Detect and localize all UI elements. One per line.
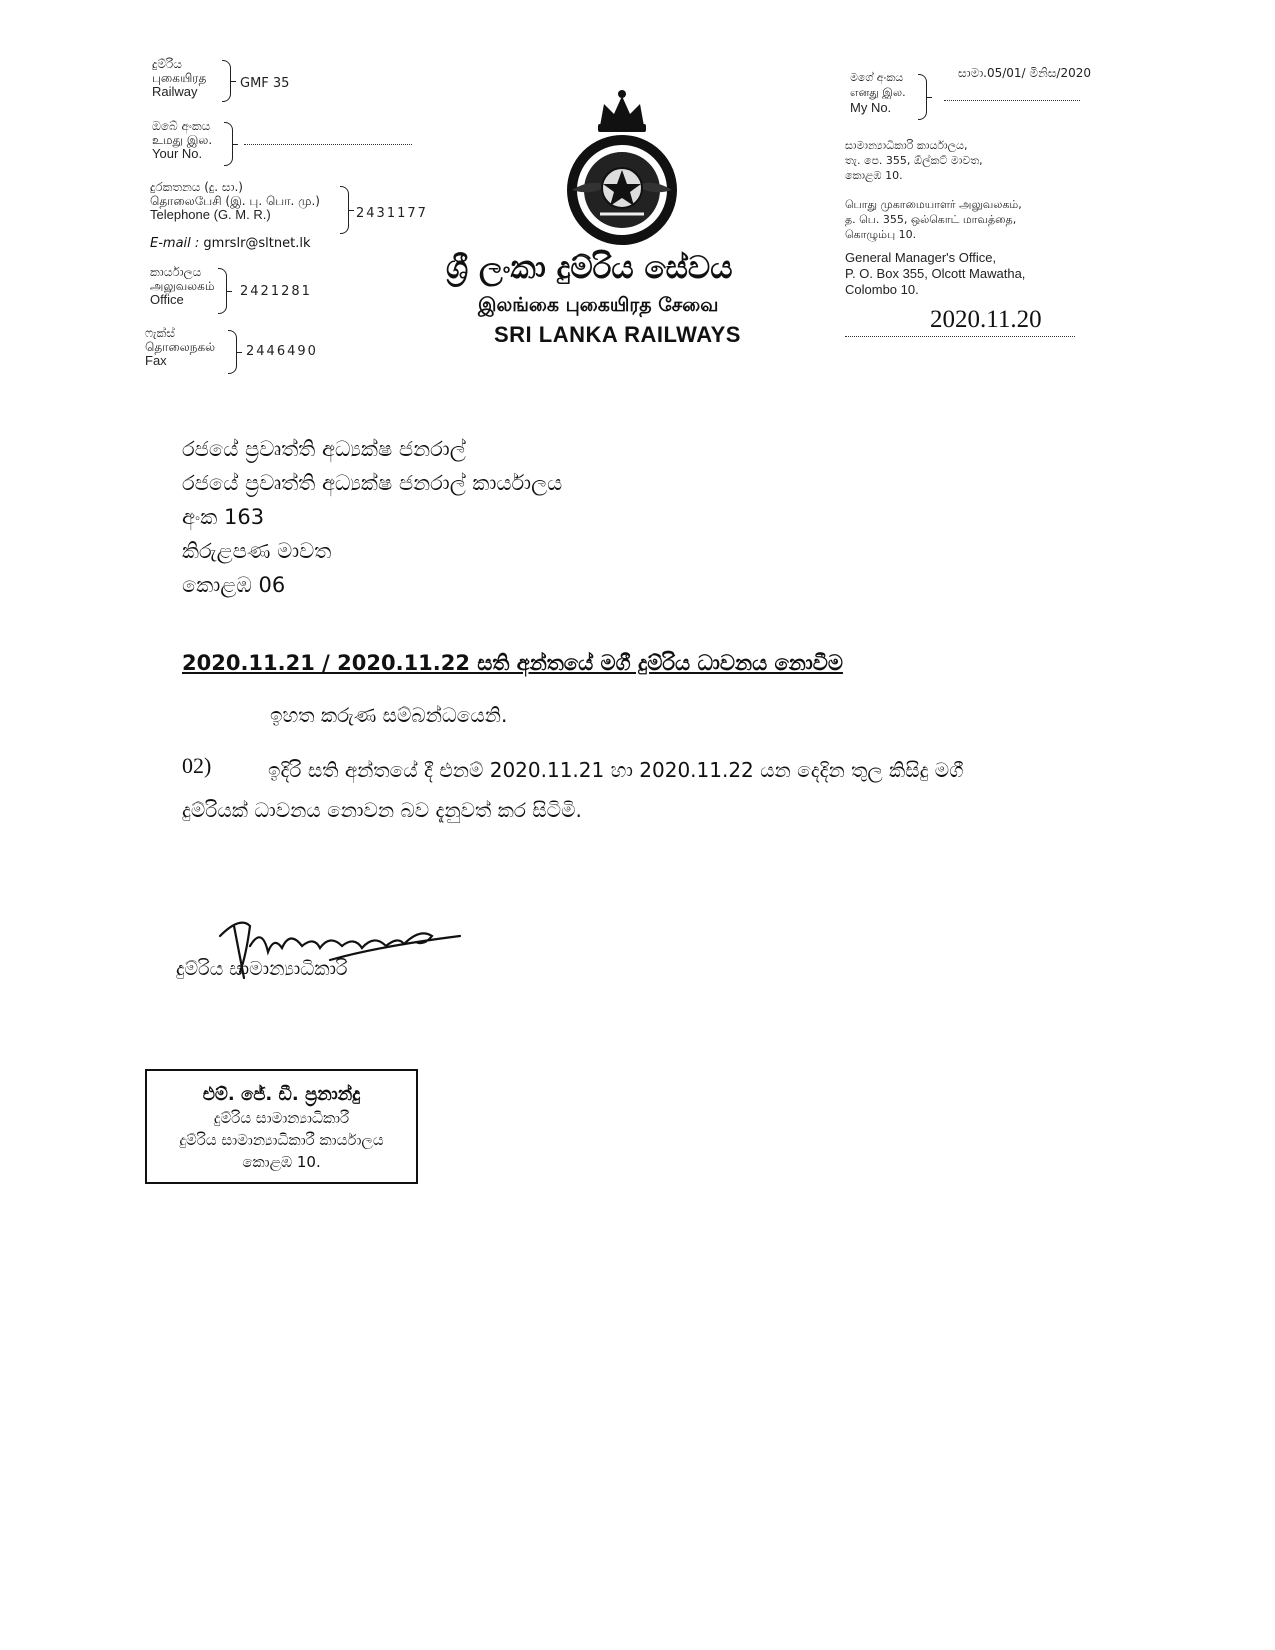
- your-no-label-si: ඔබේ අංකය: [152, 119, 211, 133]
- your-no-label-ta: உமது இல.: [152, 133, 213, 147]
- fax-label-group: [145, 326, 215, 368]
- fax-value: 2446490: [246, 344, 318, 359]
- railway-label-ta: புகையிரத: [152, 71, 207, 85]
- letter-subject: 2020.11.21 / 2020.11.22 සති අන්තයේ මගී දුම්රිය ධාවනය නොවීම: [182, 651, 843, 675]
- stamp-name: එම්. ජේ. ඩී. ප්‍රනාන්දු: [202, 1084, 361, 1105]
- railway-label-si: දුම්රිය: [152, 57, 182, 71]
- signature-title: දුම්රිය සාමාන්‍යාධිකාරි: [176, 958, 348, 980]
- address-en-line-3: Colombo 10.: [845, 282, 919, 297]
- your-no-brace: [224, 122, 233, 166]
- title-tamil: இலங்கை புகையிரத சேவை: [478, 294, 719, 316]
- office-label-group: [150, 265, 214, 307]
- telephone-brace: [340, 186, 349, 234]
- date-dotted-line: [845, 336, 1075, 337]
- stamp-line-3: කොළඹ 10.: [242, 1153, 321, 1171]
- recipient-line-3: අංක 163: [182, 505, 265, 529]
- telephone-label-ta: தொலைபேசி (இ. பு. பொ. மு.): [150, 194, 320, 208]
- address-si-line-3: කොළඹ 10.: [845, 169, 903, 182]
- your-no-blank-line: [244, 144, 412, 145]
- telephone-label-si: දුරකතනය (දු. සා.): [150, 180, 243, 194]
- telephone-label-en: Telephone (G. M. R.): [150, 207, 271, 222]
- my-no-label-si: මගේ අංකය: [850, 71, 904, 84]
- railway-label-group: [152, 57, 206, 99]
- address-ta-line-1: பொது முகாமையாளர் அலுவலகம்,: [845, 198, 1022, 211]
- telephone-label-group: [150, 180, 320, 222]
- office-label-si: කාර්යාලය: [150, 265, 202, 279]
- fax-label-ta: தொலைநகல்: [145, 340, 216, 354]
- address-en-line-1: General Manager's Office,: [845, 250, 997, 265]
- address-ta-line-2: த. பெ. 355, ஒல்கொட் மாவத்தை,: [845, 213, 1017, 226]
- official-stamp: [145, 1069, 418, 1184]
- reference-number: සාමා.05/01/ මිනිස/2020: [958, 66, 1091, 80]
- email-row: [150, 236, 311, 251]
- letter-date: 2020.11.20: [930, 306, 1042, 333]
- address-english: [845, 250, 1025, 298]
- title-english: SRI LANKA RAILWAYS: [494, 322, 741, 347]
- recipient-line-5: කොළඹ 06: [182, 573, 286, 597]
- railway-emblem-logo: [552, 86, 692, 246]
- my-no-label-group: [850, 70, 906, 115]
- my-no-label-en: My No.: [850, 100, 892, 115]
- paragraph-line-1: ඉදිරි සති අන්තයේ දී එනම් 2020.11.21 හා 2020.11.22 යන දෙදින තුල කිසිදු මගී: [268, 758, 964, 782]
- title-sinhala: ශ්‍රී ලංකා දුම්රිය සේවය: [446, 250, 733, 286]
- fax-label-si: ෆැක්ස්: [145, 326, 175, 340]
- paragraph-number: 02): [182, 753, 212, 778]
- recipient-line-2: රජයේ ප්‍රවෘත්ති අධ්‍යක්ෂ ජනරාල් කාර්යාලය: [182, 471, 563, 495]
- stamp-line-2: දුම්රිය සාමාන්‍යාධිකාරී කාර්යාලය: [179, 1131, 384, 1149]
- fax-brace: [228, 330, 237, 374]
- recipient-address: [182, 432, 562, 602]
- address-si-line-2: තැ. පෙ. 355, ඕල්කට් මාවත,: [845, 154, 983, 167]
- email-value: gmrslr@sltnet.lk: [203, 236, 311, 251]
- my-no-label-ta: எனது இல.: [850, 86, 906, 99]
- railway-brace: [222, 60, 231, 102]
- office-label-en: Office: [150, 292, 184, 307]
- email-label: E-mail :: [150, 236, 200, 251]
- office-value: 2421281: [240, 284, 312, 299]
- address-si-line-1: සාමාන්‍යාධිකාරි කාර්යාලය,: [845, 139, 968, 152]
- address-en-line-2: P. O. Box 355, Olcott Mawatha,: [845, 266, 1026, 281]
- my-no-brace: [918, 74, 927, 120]
- fax-label-en: Fax: [145, 353, 167, 368]
- my-no-blank-line: [944, 100, 1080, 101]
- address-tamil: [845, 197, 1022, 242]
- paragraph-line-2: දුම්රියක් ධාවනය නොවන බව දැනුවත් කර සිටිමි.: [182, 798, 582, 822]
- address-ta-line-3: கொழும்பு 10.: [845, 228, 917, 241]
- telephone-value: 2431177: [356, 206, 428, 221]
- office-brace: [218, 268, 227, 314]
- stamp-line-1: දුම්රිය සාමාන්‍යාධිකාරී: [213, 1109, 350, 1127]
- salutation: ඉහත කරුණ සම්බන්ධයෙනි.: [270, 703, 508, 727]
- railway-value: GMF 35: [240, 76, 290, 91]
- address-sinhala: [845, 138, 983, 183]
- office-label-ta: அலுவலகம்: [150, 279, 215, 293]
- railway-label-en: Railway: [152, 84, 198, 99]
- your-no-label-group: [152, 119, 212, 161]
- recipient-line-4: කිරුළපණ මාවත: [182, 539, 332, 563]
- your-no-label-en: Your No.: [152, 146, 203, 161]
- recipient-line-1: රජයේ ප්‍රවෘත්ති අධ්‍යක්ෂ ජනරාල්: [182, 437, 466, 461]
